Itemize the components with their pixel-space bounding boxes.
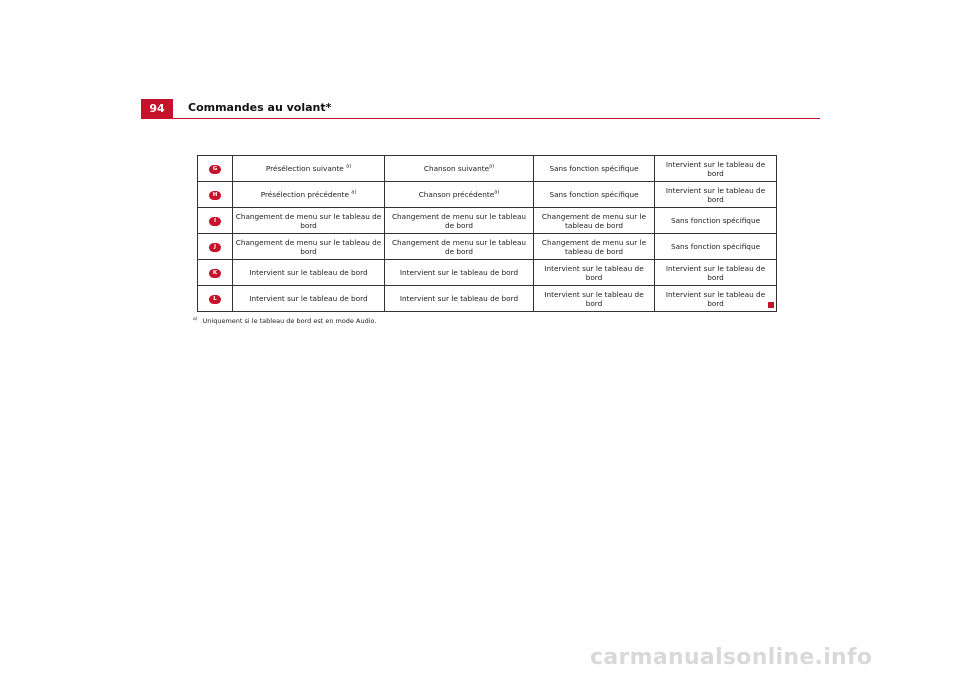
- footnote-ref: a): [351, 189, 357, 196]
- table-cell: [385, 156, 534, 182]
- key-badge: H: [209, 191, 221, 200]
- key-cell: [198, 260, 233, 286]
- table-cell: Changement de menu sur le tableau de bord: [534, 208, 655, 234]
- table-row: [198, 260, 777, 286]
- header-divider: [141, 118, 820, 119]
- table-cell: Sans fonction spécifique: [655, 234, 777, 260]
- table-cell: Changement de menu sur le tableau de bord: [385, 208, 534, 234]
- key-badge: L: [209, 295, 221, 304]
- footnote-ref: a): [489, 163, 495, 170]
- key-cell: [198, 234, 233, 260]
- table-row: [198, 182, 777, 208]
- table-cell: Intervient sur le tableau de bord: [534, 260, 655, 286]
- key-badge: I: [209, 217, 221, 226]
- table-cell: Intervient sur le tableau de bord: [385, 260, 534, 286]
- key-cell: [198, 286, 233, 312]
- table-cell: Sans fonction spécifique: [655, 208, 777, 234]
- table-cell: Intervient sur le tableau de bord: [655, 260, 777, 286]
- page-number: 94: [141, 99, 173, 118]
- cell-text: Chanson précédente: [418, 190, 495, 199]
- footnote-ref: a): [346, 163, 352, 170]
- key-badge: J: [209, 243, 221, 252]
- key-cell: [198, 156, 233, 182]
- table-row: [198, 234, 777, 260]
- section-end-marker: [768, 302, 774, 308]
- footnote-ref: a): [494, 189, 500, 196]
- table-row: [198, 208, 777, 234]
- table-cell: Intervient sur le tableau de bord: [385, 286, 534, 312]
- table-cell: Changement de menu sur le tableau de bord: [534, 234, 655, 260]
- table-row: [198, 286, 777, 312]
- key-badge: K: [209, 269, 221, 278]
- table-cell: Intervient sur le tableau de bord: [655, 182, 777, 208]
- key-badge: G: [209, 165, 221, 174]
- table-cell: Intervient sur le tableau de bord: [534, 286, 655, 312]
- table-cell: Intervient sur le tableau de bord: [655, 286, 777, 312]
- table-cell: Changement de menu sur le tableau de bord: [385, 234, 534, 260]
- table-cell: [385, 182, 534, 208]
- key-cell: [198, 208, 233, 234]
- footnote-text: Uniquement si le tableau de bord est en mode Audio.: [202, 317, 377, 325]
- key-cell: [198, 182, 233, 208]
- table-cell: [233, 182, 385, 208]
- table-cell: Sans fonction spécifique: [534, 156, 655, 182]
- watermark: carmanualsonline.info: [590, 645, 873, 670]
- table-cell: [233, 156, 385, 182]
- table-cell: Changement de menu sur le tableau de bord: [233, 234, 385, 260]
- cell-text: Présélection précédente: [260, 190, 349, 199]
- table-cell: Intervient sur le tableau de bord: [233, 260, 385, 286]
- page-title: Commandes au volant*: [188, 101, 332, 114]
- table-row: [198, 156, 777, 182]
- footnote-marker: a): [193, 317, 198, 322]
- table-cell: Intervient sur le tableau de bord: [233, 286, 385, 312]
- table-cell: Sans fonction spécifique: [534, 182, 655, 208]
- controls-table: [197, 155, 777, 312]
- cell-text: Chanson suivante: [423, 164, 490, 173]
- table-cell: Intervient sur le tableau de bord: [655, 156, 777, 182]
- footnote: [193, 317, 376, 325]
- table-cell: Changement de menu sur le tableau de bord: [233, 208, 385, 234]
- cell-text: Présélection suivante: [265, 164, 344, 173]
